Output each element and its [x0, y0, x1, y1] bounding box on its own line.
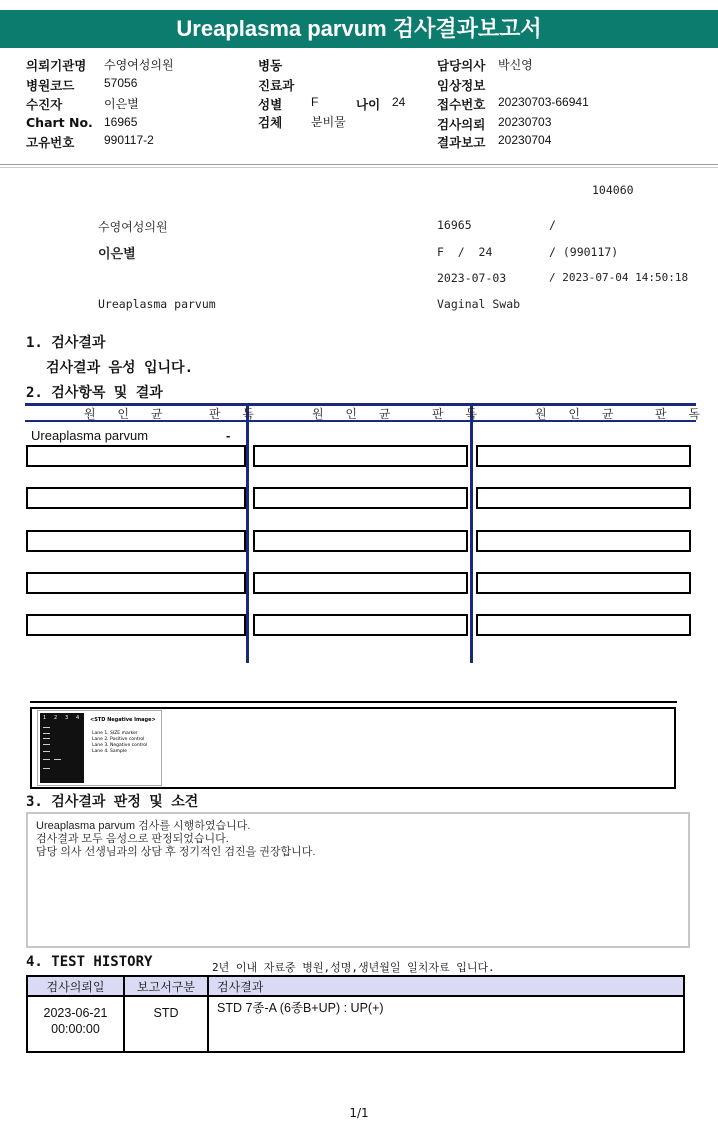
section-4-title: 4. TEST HISTORY: [26, 954, 153, 970]
patient-birth: / (990117): [549, 245, 619, 259]
grid-item-name: Ureaplasma parvum: [31, 428, 149, 443]
grid-empty-cell: [253, 530, 468, 552]
history-header-result: 검사결과: [208, 976, 684, 996]
gel-top-rule: [30, 701, 677, 703]
grid-empty-cell: [253, 614, 468, 636]
label: 임상정보: [437, 78, 486, 93]
grid-empty-cell: [476, 572, 691, 594]
comment-box: [26, 812, 690, 948]
grid-empty-cell: [26, 614, 246, 636]
gel-band: [43, 733, 50, 734]
grid-header-verdict: 판 독: [432, 407, 486, 421]
section-2-title: 2. 검사항목 및 결과: [26, 385, 163, 401]
dept-label: [258, 76, 294, 94]
grid-empty-cell: [476, 614, 691, 636]
gel-legend: Lane 3. Negative control: [92, 743, 148, 748]
page-number: 1/1: [349, 1106, 369, 1120]
specimen-value: [311, 113, 346, 130]
sex-value: [311, 95, 318, 109]
hospital-name: [104, 56, 174, 73]
grid-empty-cell: [26, 487, 246, 509]
history-result: STD 7종-A (6종B+UP) : UP(+): [208, 996, 684, 1052]
sex-label: [258, 95, 282, 113]
gel-legend: Lane 4. Sample: [92, 749, 127, 754]
comment-line: 검사결과 모두 음성으로 판정되었습니다.: [36, 833, 229, 845]
doctor-value: [498, 56, 533, 73]
request-label: [437, 115, 485, 133]
report-value: [498, 133, 551, 147]
receipt-label: [437, 95, 485, 113]
value: 990117-2: [104, 133, 154, 147]
header-col1-row0: [26, 56, 86, 74]
grid-empty-cell: [476, 487, 691, 509]
header-divider: [0, 164, 718, 165]
grid-empty-cell: [253, 445, 468, 467]
label: 검사의뢰: [437, 117, 486, 132]
history-note: 2년 이내 자료중 병원,성명,생년월일 일치자료 입니다.: [212, 961, 495, 974]
label: 의뢰기관명: [26, 58, 87, 73]
history-date: 2023-06-21: [43, 1006, 108, 1020]
unique-id: [104, 133, 154, 147]
grid-header-verdict: 판 독: [209, 407, 263, 421]
section-1-result: 검사결과 음성 입니다.: [46, 360, 194, 376]
gel-band: [43, 751, 50, 752]
grid-column-divider: [246, 403, 249, 663]
doctor-label: [437, 56, 485, 74]
value: 20230703-66941: [498, 95, 589, 109]
value: 24: [392, 95, 406, 109]
label: 성별: [258, 97, 283, 112]
grid-item-result: -: [226, 428, 231, 443]
label: 고유번호: [26, 135, 75, 150]
grid-empty-cell: [253, 487, 468, 509]
value: 16965: [104, 115, 138, 129]
patient-summary-name: 이은별: [98, 247, 136, 262]
gel-lane-number: 3: [65, 715, 69, 721]
value: 57056: [104, 76, 138, 90]
gel-lane-panel: [40, 713, 84, 783]
clinical-info-label: [437, 76, 485, 94]
gel-band: [43, 738, 50, 739]
history-header-type: 보고서구분: [124, 976, 208, 996]
patient-received: 2023-07-03: [437, 271, 507, 285]
hospital-code: [104, 76, 137, 90]
gel-lane-number: 1: [43, 715, 47, 721]
section-1-title: 1. 검사결과: [26, 335, 106, 351]
patient-clinic: 수영여성의원: [98, 220, 168, 234]
section-3-title: 3. 검사결과 판정 및 소견: [26, 794, 199, 810]
gel-title: <STD Negative Image>: [90, 717, 156, 723]
chart-no: [104, 115, 137, 129]
comment-line: 담당 의사 선생님과의 상담 후 정기적인 검진을 권장합니다.: [36, 846, 316, 858]
table-row: [27, 996, 684, 1052]
patient-test: Ureaplasma parvum: [98, 297, 216, 311]
report-label: [437, 133, 485, 151]
gel-lane-number: 2: [54, 715, 58, 721]
label: 수진자: [26, 97, 63, 112]
patient-chart: 16965: [437, 218, 472, 232]
gel-electrophoresis-image: [37, 710, 162, 786]
label: Chart No.: [26, 115, 93, 130]
gel-band: [43, 768, 50, 769]
patient-name: [104, 95, 139, 112]
grid-empty-cell: [26, 572, 246, 594]
gel-band: [43, 759, 50, 760]
age-label: [356, 95, 380, 113]
value: 20230703: [498, 115, 552, 129]
gel-legend: Lane 2. Positive control: [92, 737, 145, 742]
patient-reported: / 2023-07-04 14:50:18: [549, 271, 689, 284]
grid-header-pathogen: 원 인 균: [312, 407, 400, 421]
history-time: 00:00:00: [51, 1022, 100, 1036]
history-header-row: [27, 976, 684, 996]
report-title: Ureaplasma parvum 검사결과보고서: [0, 10, 718, 48]
history-type: STD: [124, 996, 208, 1052]
receipt-value: [498, 95, 589, 109]
grid-column-divider: [470, 403, 473, 663]
label: 진료과: [258, 78, 295, 93]
value: 20230704: [498, 133, 552, 147]
gel-legend: Lane 1. SIZE marker: [92, 731, 138, 736]
label: 나이: [356, 97, 381, 112]
grid-empty-cell: [476, 530, 691, 552]
value: 박신영: [498, 58, 533, 72]
value: 이은별: [104, 97, 139, 111]
history-header-date: 검사의뢰일: [27, 976, 124, 996]
patient-code: 104060: [592, 183, 634, 197]
grid-header-pathogen: 원 인 균: [84, 407, 172, 421]
label: 담당의사: [437, 58, 486, 73]
label: 검체: [258, 115, 283, 130]
value: F: [311, 95, 319, 109]
grid-empty-cell: [26, 445, 246, 467]
value: 분비물: [311, 115, 346, 129]
header-col1-row4: [26, 133, 74, 151]
patient-specimen: Vaginal Swab: [437, 297, 521, 311]
label: 병원코드: [26, 78, 75, 93]
header-col1-row2: [26, 95, 62, 113]
gel-lane-number: 4: [76, 715, 80, 721]
ward-label: [258, 56, 282, 74]
history-table: [26, 975, 685, 1053]
header-col1-row1: [26, 76, 74, 94]
gel-band: [43, 744, 50, 745]
label: 접수번호: [437, 97, 486, 112]
patient-sex-age: F / 24: [437, 245, 493, 259]
history-date-cell: [27, 996, 124, 1052]
age-value: [392, 95, 405, 109]
grid-empty-cell: [476, 445, 691, 467]
request-value: [498, 115, 551, 129]
label: 결과보고: [437, 135, 486, 150]
grid-header-pathogen: 원 인 균: [535, 407, 623, 421]
grid-header-verdict: 판 독: [655, 407, 709, 421]
header-divider-2: [0, 167, 718, 168]
patient-slash: /: [549, 218, 556, 232]
grid-empty-cell: [26, 530, 246, 552]
header-col1-row3: [26, 115, 93, 130]
gel-band: [43, 727, 50, 728]
specimen-label: [258, 113, 282, 131]
value: 수영여성의원: [104, 58, 174, 72]
gel-band: [54, 759, 61, 760]
grid-empty-cell: [253, 572, 468, 594]
label: 병동: [258, 58, 283, 73]
comment-line: Ureaplasma parvum 검사를 시행하였습니다.: [36, 820, 251, 832]
